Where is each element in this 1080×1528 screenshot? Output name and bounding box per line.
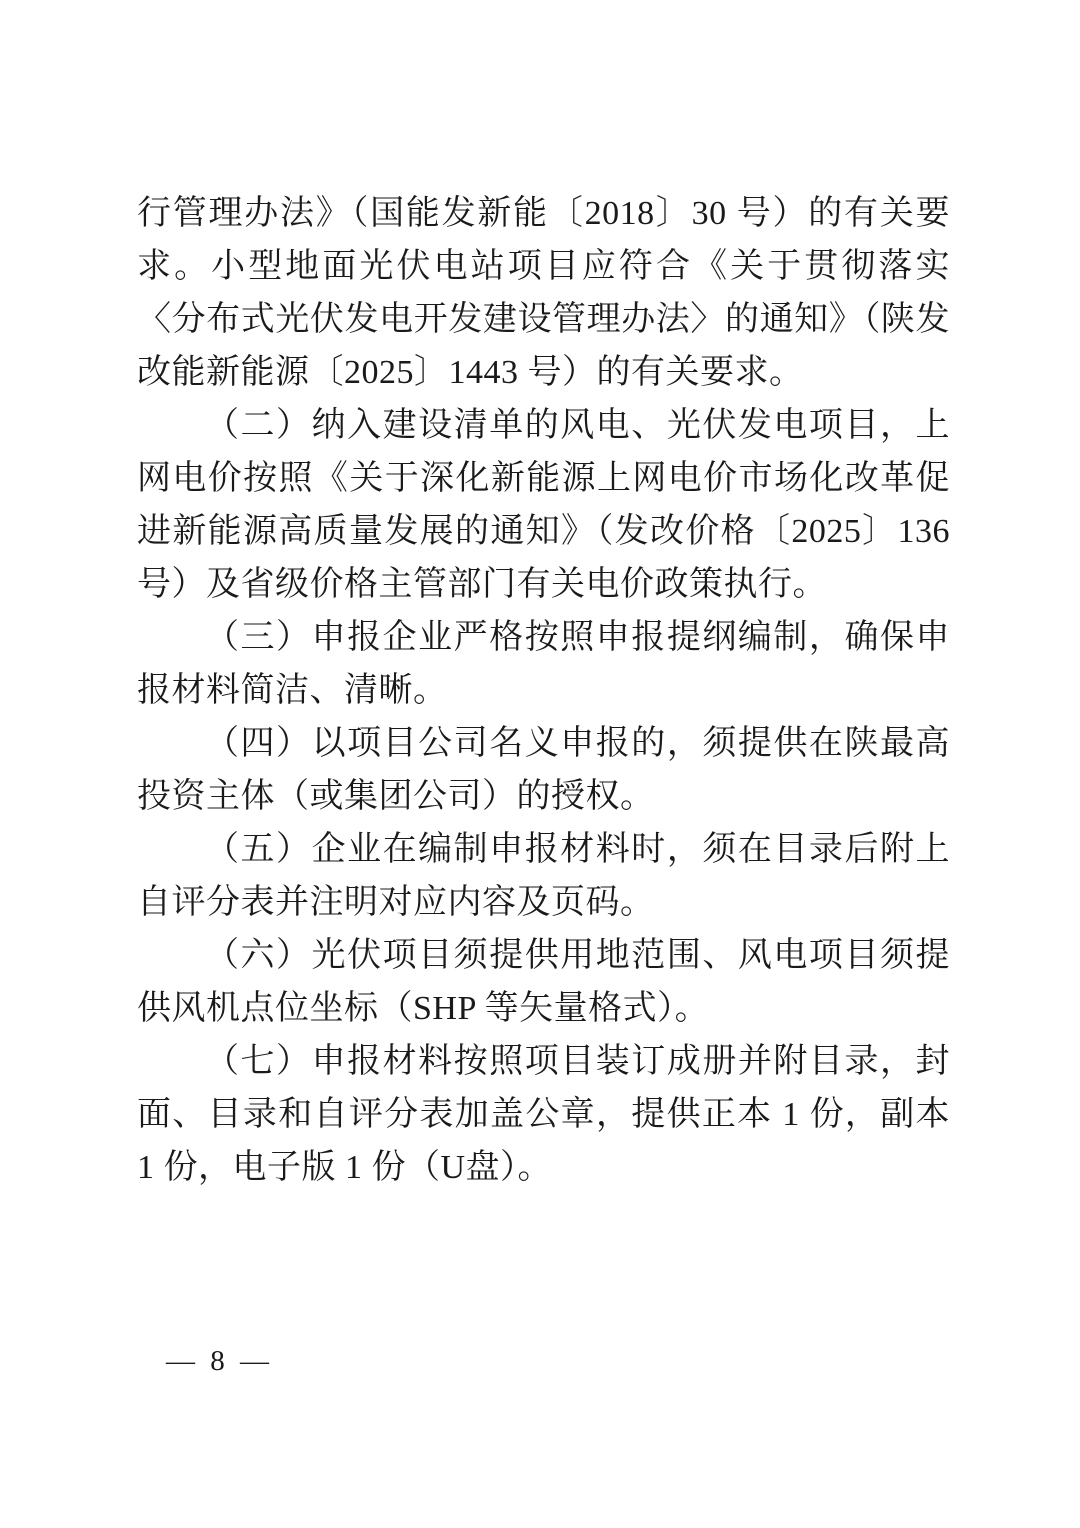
paragraph-continuation: 行管理办法》（国能发新能〔2018〕30 号）的有关要求。小型地面光伏电站项目应符合《关于贯彻落实〈分布式光伏发电开发建设管理办法〉的通知》（陕发改能新能源〔2025〕1443 号）的有关要求。 <box>137 195 950 391</box>
paragraph-item-6: （六）光伏项目须提供用地范围、风电项目须提供风机点位坐标（SHP 等矢量格式）。 <box>137 937 950 1027</box>
paragraph-item-2: （二）纳入建设清单的风电、光伏发电项目，上网电价按照《关于深化新能源上网电价市场化改革促进新能源高质量发展的通知》（发改价格〔2025〕136 号）及省级价格主管部门有关电价政策执行。 <box>137 407 950 603</box>
page-number: — 8 — <box>166 1345 273 1377</box>
paragraph-item-5: （五）企业在编制申报材料时，须在目录后附上自评分表并注明对应内容及页码。 <box>137 831 950 921</box>
page-footer <box>166 1344 273 1378</box>
paragraph-item-3: （三）申报企业严格按照申报提纲编制，确保申报材料简洁、清晰。 <box>137 619 950 709</box>
paragraph-item-4: （四）以项目公司名义申报的，须提供在陕最高投资主体（或集团公司）的授权。 <box>137 725 950 815</box>
document-body <box>137 187 950 1194</box>
paragraph-item-7: （七）申报材料按照项目装订成册并附目录，封面、目录和自评分表加盖公章，提供正本 1 份，副本 1 份，电子版 1 份（U盘）。 <box>137 1043 950 1186</box>
